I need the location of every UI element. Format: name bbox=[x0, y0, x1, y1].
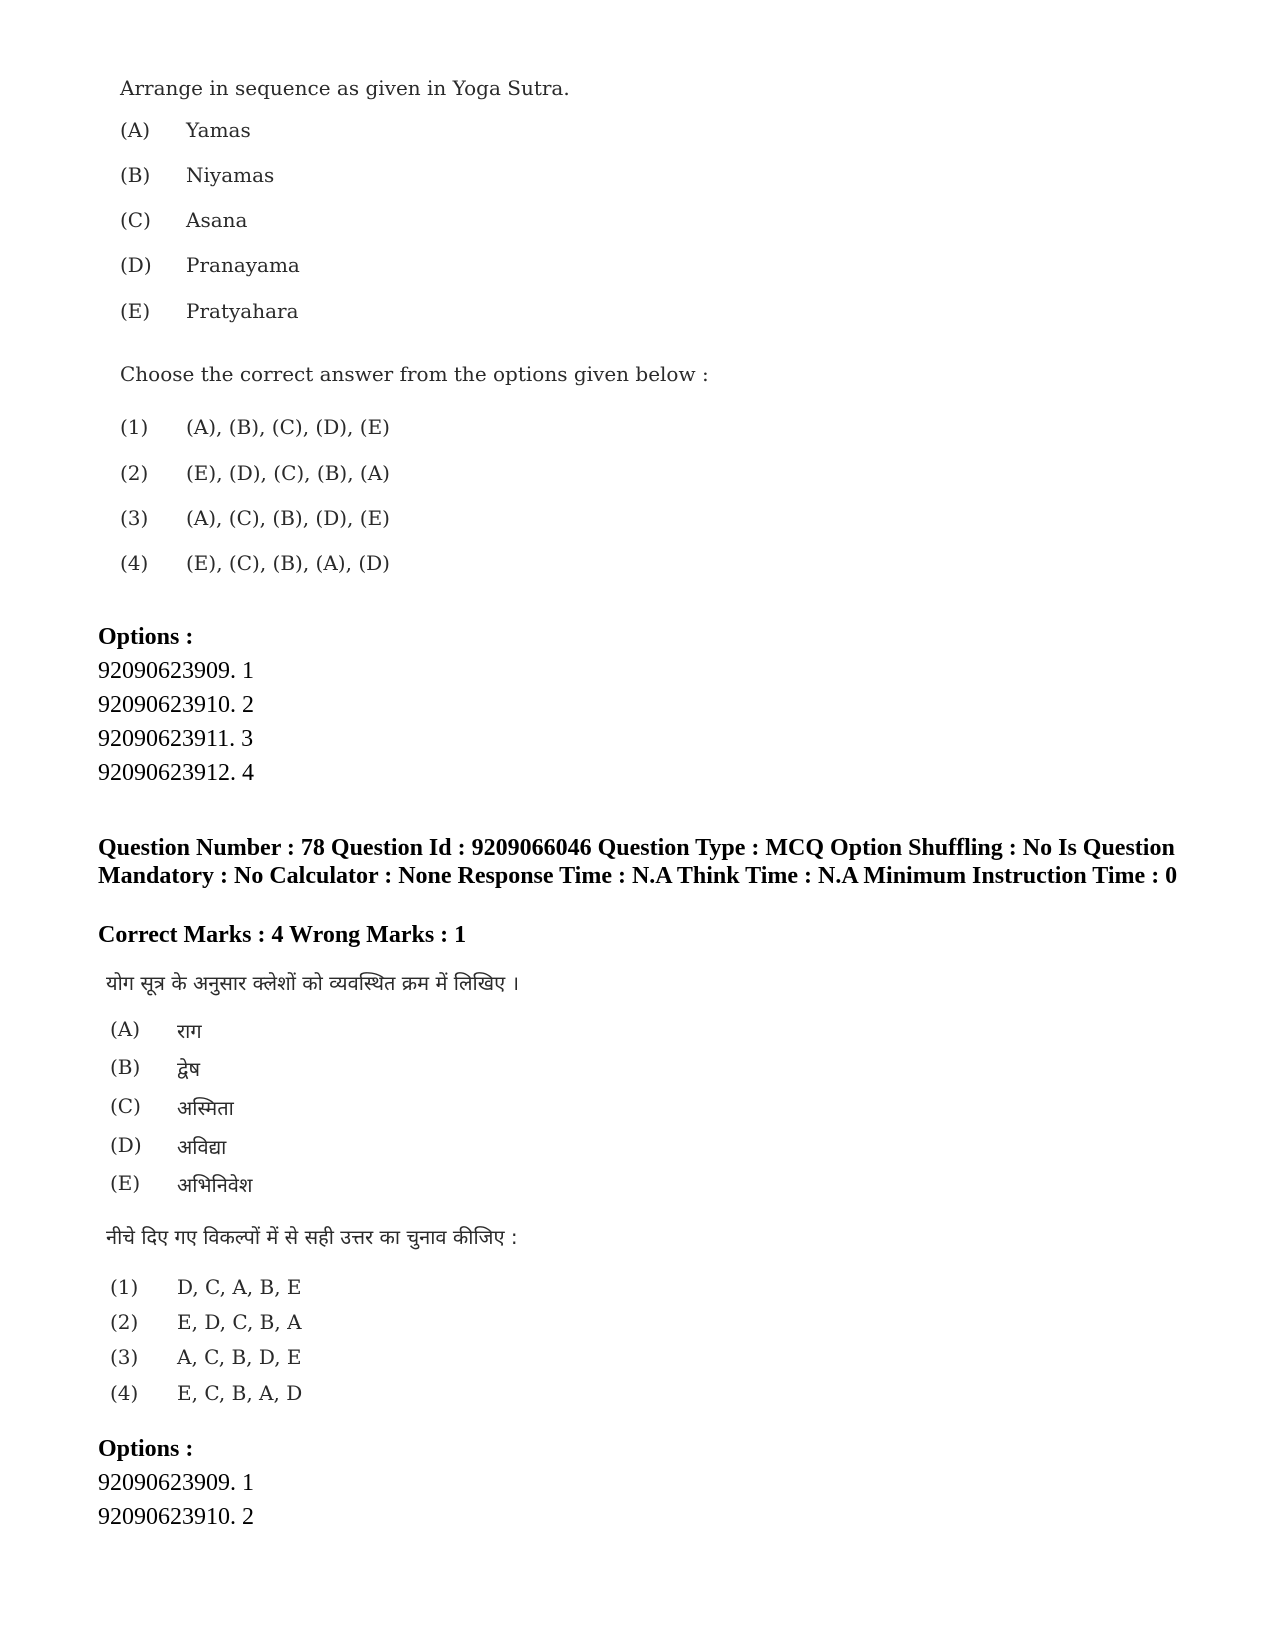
item-label: (C) bbox=[120, 208, 151, 232]
choice-label: (2) bbox=[110, 1310, 139, 1334]
question-78-scan bbox=[100, 965, 570, 1405]
option-line: 92090623910. 2 bbox=[98, 1504, 254, 1530]
item-label: (B) bbox=[110, 1055, 141, 1079]
options-heading: Options : bbox=[98, 1436, 194, 1462]
choice-label: (2) bbox=[120, 461, 149, 485]
question-78-meta: Question Number : 78 Question Id : 9209066046 Question Type : MCQ Option Shuffling : No Is Question Mandatory : No Calculator : None Response Time : N.A Think Time : N.A Minimum Instruction Time : 0 bbox=[98, 835, 1178, 889]
choice-text: (E), (C), (B), (A), (D) bbox=[186, 551, 390, 575]
choice-label: (3) bbox=[120, 506, 149, 530]
choice-label: (4) bbox=[120, 551, 149, 575]
question-77-scan bbox=[110, 72, 709, 592]
choice-text: A, C, B, D, E bbox=[177, 1345, 302, 1369]
item-label: (E) bbox=[110, 1171, 141, 1195]
item-label: (E) bbox=[120, 299, 151, 323]
item-text: द्वेष bbox=[177, 1057, 201, 1081]
choice-text: (A), (B), (C), (D), (E) bbox=[186, 415, 390, 439]
item-label: (C) bbox=[110, 1094, 141, 1118]
option-line: 92090623909. 1 bbox=[98, 1470, 254, 1496]
question-77-instruction: Arrange in sequence as given in Yoga Sutra. bbox=[120, 76, 570, 100]
choice-label: (3) bbox=[110, 1345, 139, 1369]
option-line: 92090623911. 3 bbox=[98, 726, 254, 752]
item-text: राग bbox=[177, 1019, 202, 1043]
item-text: Niyamas bbox=[186, 163, 275, 187]
item-text: Pratyahara bbox=[186, 299, 299, 323]
item-text: अविद्या bbox=[177, 1135, 227, 1159]
question-78-options bbox=[98, 1432, 254, 1534]
item-text: Pranayama bbox=[186, 253, 300, 277]
question-78-instruction: योग सूत्र के अनुसार क्लेशों को व्यवस्थित क्रम में लिखिए । bbox=[106, 971, 520, 995]
item-text: Yamas bbox=[186, 118, 251, 142]
question-77-options bbox=[98, 620, 254, 790]
choice-text: (A), (C), (B), (D), (E) bbox=[186, 506, 390, 530]
question-78-marks: Correct Marks : 4 Wrong Marks : 1 bbox=[98, 922, 467, 948]
choice-text: (E), (D), (C), (B), (A) bbox=[186, 461, 390, 485]
option-line: 92090623912. 4 bbox=[98, 760, 254, 786]
item-text: अस्मिता bbox=[177, 1096, 234, 1120]
choose-instruction: नीचे दिए गए विकल्पों में से सही उत्तर का चुनाव कीजिए : bbox=[106, 1225, 518, 1249]
item-label: (B) bbox=[120, 163, 151, 187]
item-label: (A) bbox=[110, 1017, 141, 1041]
choice-label: (4) bbox=[110, 1381, 139, 1405]
options-heading: Options : bbox=[98, 624, 194, 650]
item-text: अभिनिवेश bbox=[177, 1173, 253, 1197]
item-label: (A) bbox=[120, 118, 151, 142]
choice-text: D, C, A, B, E bbox=[177, 1275, 302, 1299]
item-label: (D) bbox=[110, 1133, 142, 1157]
choice-label: (1) bbox=[110, 1275, 139, 1299]
choose-instruction: Choose the correct answer from the options given below : bbox=[120, 362, 709, 386]
choice-text: E, C, B, A, D bbox=[177, 1381, 303, 1405]
choice-text: E, D, C, B, A bbox=[177, 1310, 302, 1334]
option-line: 92090623909. 1 bbox=[98, 658, 254, 684]
item-text: Asana bbox=[186, 208, 248, 232]
item-label: (D) bbox=[120, 253, 152, 277]
option-line: 92090623910. 2 bbox=[98, 692, 254, 718]
choice-label: (1) bbox=[120, 415, 149, 439]
